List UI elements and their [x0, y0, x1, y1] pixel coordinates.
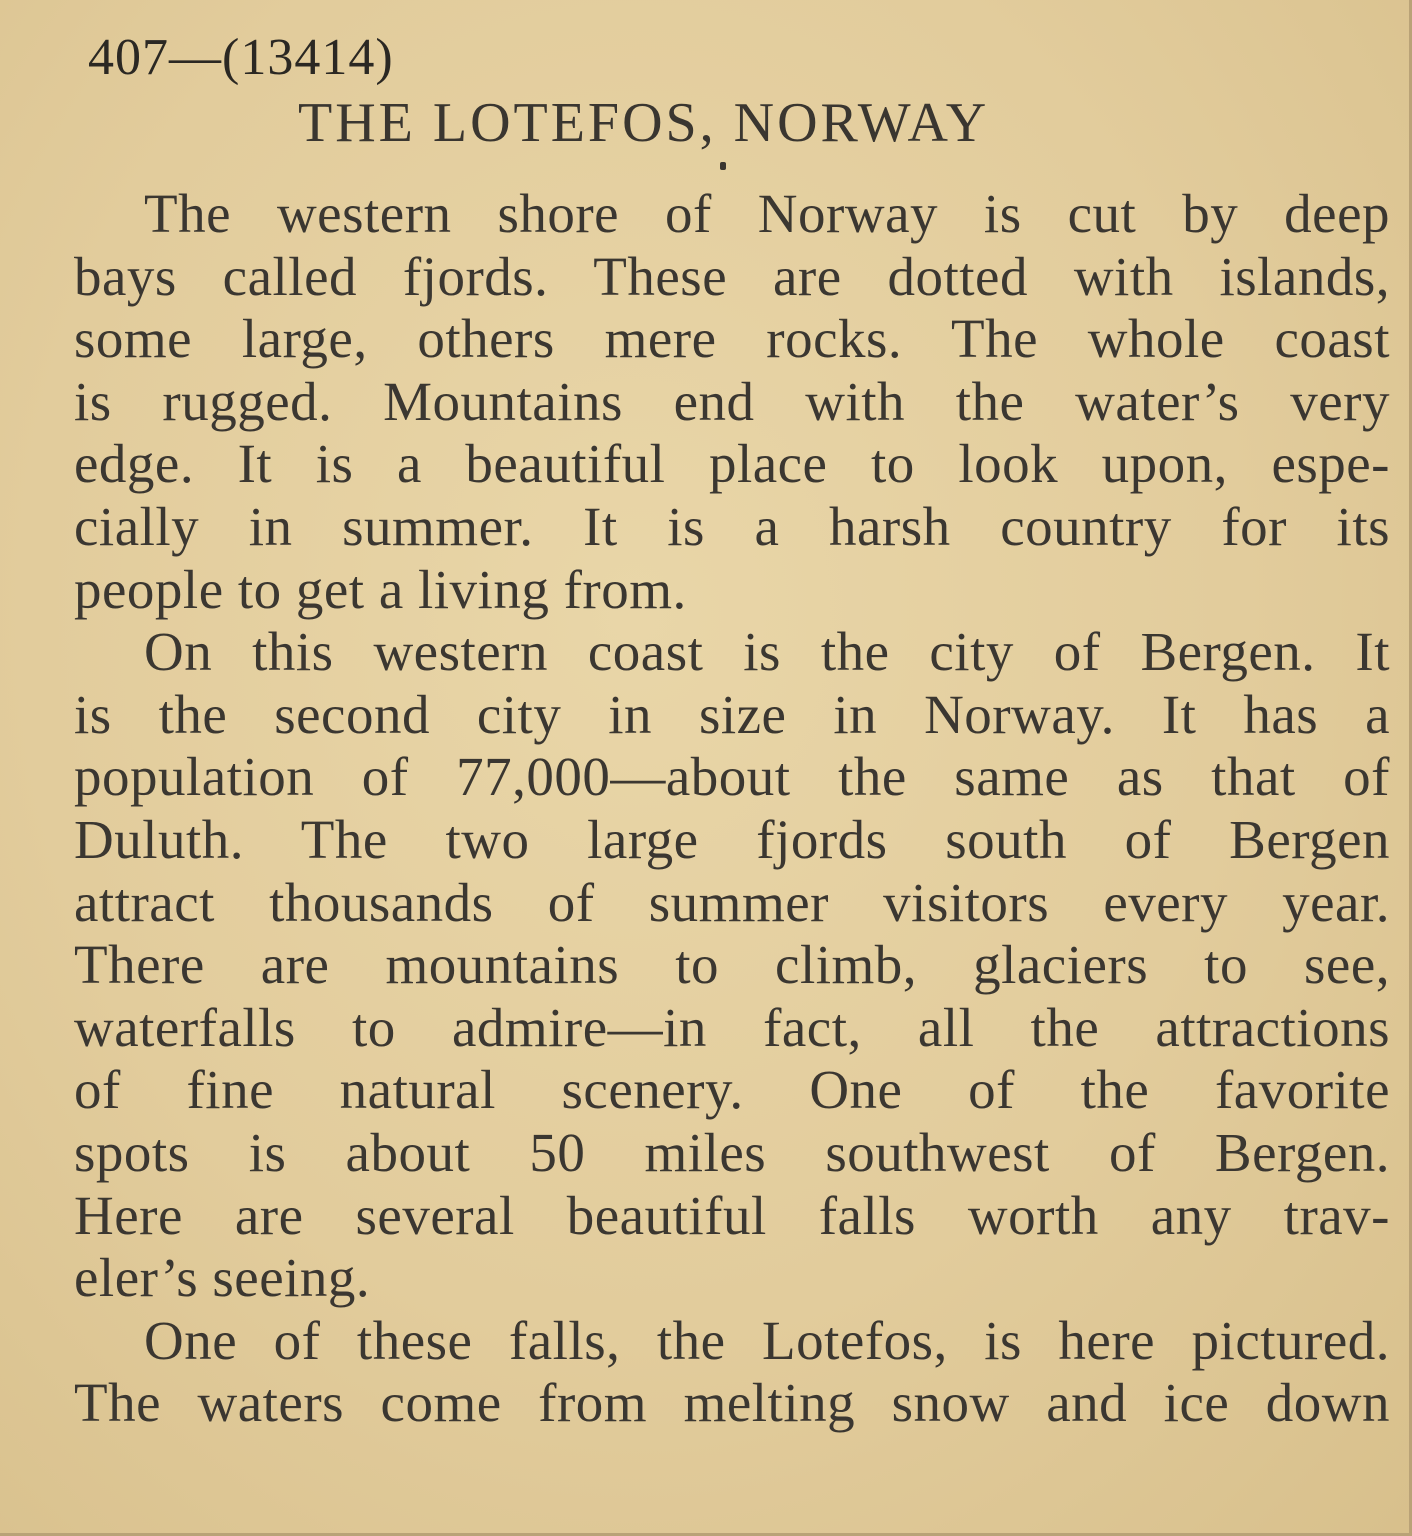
text-line: bays called fjords. These are dotted with islands,: [74, 245, 1390, 307]
card-title: THE LOTEFOS, NORWAY: [298, 92, 990, 154]
text-line: The western shore of Norway is cut by deep: [144, 183, 1390, 244]
text-line: edge. It is a beautiful place to look upon, espe-: [74, 433, 1390, 495]
text-line: population of 77,000—about the same as that of: [74, 746, 1390, 808]
text-line: cially in summer. It is a harsh country for its: [74, 495, 1390, 557]
text-line: On this western coast is the city of Bergen. It: [144, 621, 1390, 683]
catalog-number: 407—(13414): [88, 29, 394, 86]
text-line: eler’s seeing.: [74, 1247, 371, 1309]
text-line: spots is about 50 miles southwest of Bergen.: [74, 1121, 1390, 1183]
description-text: [74, 183, 1390, 1435]
text-line: waterfalls to admire—in fact, all the attractions: [74, 996, 1390, 1058]
text-line: is the second city in size in Norway. It has a: [74, 683, 1390, 745]
text-line: attract thousands of summer visitors every year.: [74, 871, 1390, 933]
print-speck: [720, 162, 726, 170]
text-line: people to get a living from.: [74, 558, 687, 620]
text-line: Here are several beautiful falls worth any trav-: [74, 1184, 1390, 1246]
text-line: some large, others mere rocks. The whole coast: [74, 308, 1390, 370]
text-line: Duluth. The two large fjords south of Bergen: [74, 808, 1390, 870]
text-line: There are mountains to climb, glaciers to see,: [74, 934, 1390, 996]
text-line: of fine natural scenery. One of the favorite: [74, 1059, 1390, 1121]
text-line: is rugged. Mountains end with the water’s very: [74, 370, 1390, 432]
text-line: One of these falls, the Lotefos, is here pictured.: [144, 1309, 1390, 1371]
text-line: The waters come from melting snow and ice down: [74, 1372, 1390, 1434]
